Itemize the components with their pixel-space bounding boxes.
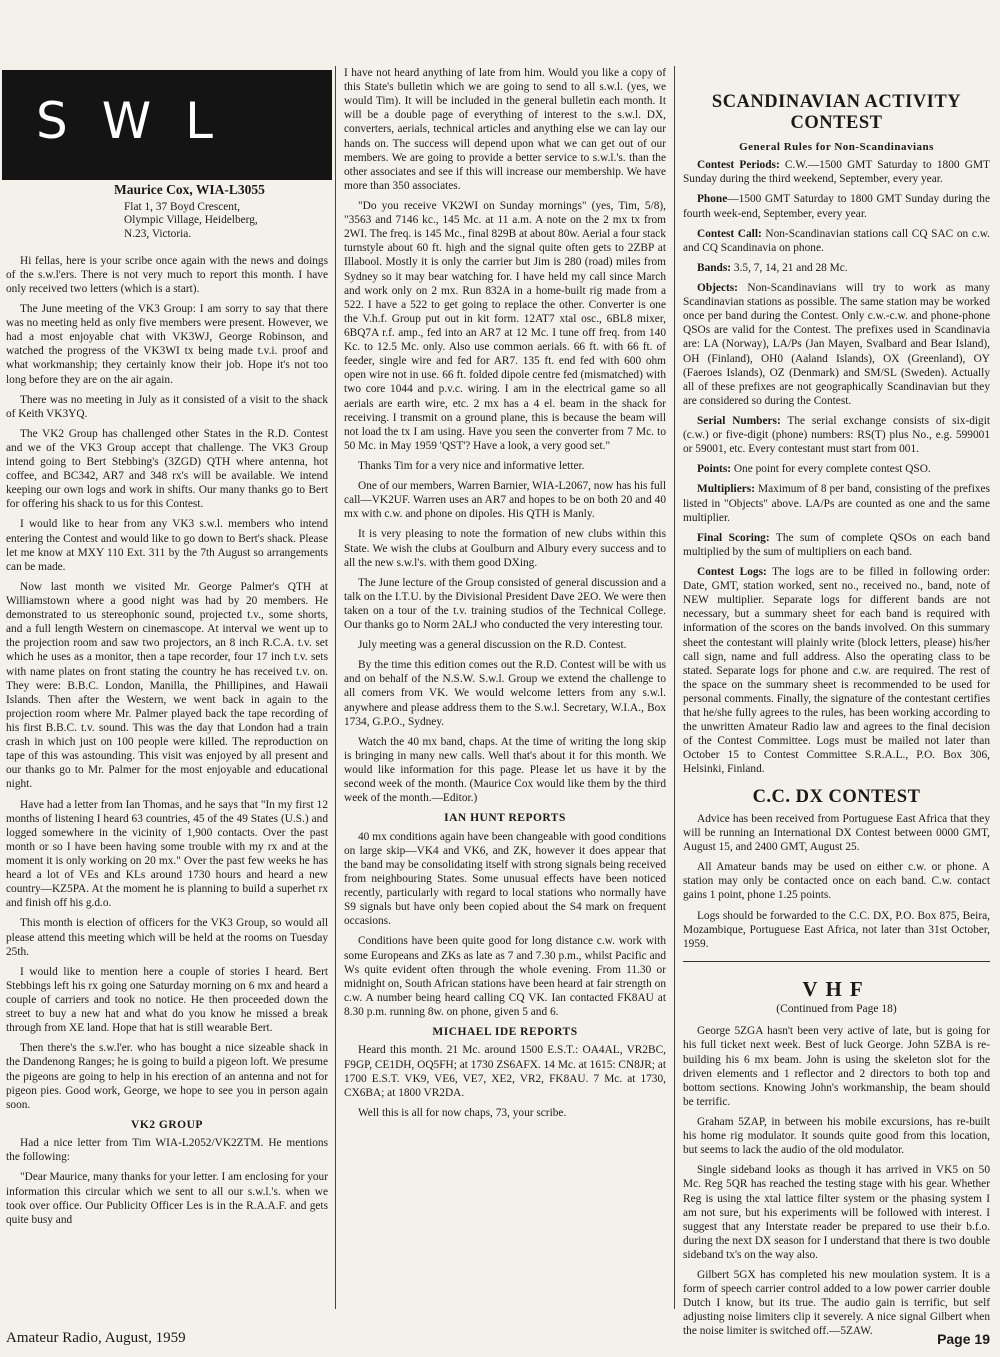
author-name: Maurice Cox, WIA-L3055	[114, 182, 265, 197]
address-line: Olympic Village, Heidelberg,	[124, 214, 258, 227]
paragraph: Hi fellas, here is your scribe once again with the news and doings of the s.w.l'ers. There is not very much to report this month. I have only received two letters (which is a start).	[6, 254, 328, 295]
author-address	[124, 201, 328, 242]
paragraph: There was no meeting in July as it consisted of a visit to the shack of Keith VK3YQ.	[6, 393, 328, 420]
rule-label: Contest Logs:	[697, 565, 767, 578]
paragraph: Conditions have been quite good for long distance c.w. work with some Europeans and ZKs as late as 7 and 7.30 p.m., whilst Pacific and Ws quite evident often through the whole evening. From 11.30 or midnight on, South African stations have been heard at fair strength on c.w. A number being heard calling CQ VK. Ian contacted FK8AU at 8.30 p.m. running 8w. on phone, given 5 and 6.	[344, 935, 666, 1018]
section-title: SWL	[36, 92, 248, 150]
paragraph: July meeting was a general discussion on the R.D. Contest.	[358, 639, 627, 652]
rule-text: One point for every complete contest QSO.	[731, 463, 931, 476]
rule-text: 3.5, 7, 14, 21 and 28 Mc.	[731, 261, 848, 274]
paragraph: The June meeting of the VK3 Group: I am sorry to say that there was no meeting held as only five members were present. However, we had a most enjoyable chat with VK3WJ, George Robinson, and watched the progress of the VK3WI tx being made t.v.i. proof and what workmanship; they certainly know their job. Hope it's not too long before they are on the air again.	[6, 302, 328, 386]
rule-item	[683, 531, 990, 559]
section-divider	[683, 961, 990, 962]
column-swl-continued	[344, 66, 666, 1317]
paragraph: "Dear Maurice, many thanks for your letter. I am enclosing for your information this circular which we sent to all our s.w.l.'s. when we took over office. Our Publicity Officer Les is in the R.A.A.F. and gets quite busy and	[6, 1171, 328, 1226]
paragraph: Have had a letter from Ian Thomas, and he says that "In my first 12 months of listening I heard 63 countries, 45 of the 49 States (U.S.) and logged somewhere in the vicinity of 1,900 contacts. Over the past month or so I have been having some trouble with my rx and at the moment it is only working on 20 mx." Over the past few weeks he has heard a lot of VEs and KLs around 1730 hours and heard a new country—KZ5PA. At the moment he is planning to build a superhet rx and finish off his g.d.o.	[6, 798, 328, 910]
paragraph: By the time this edition comes out the R.D. Contest will be with us and on behalf of the N.S.W. S.w.l. Group we extend the challenge to all comers from VK. We would welcome letters from any s.w.l. anywhere and please address them to the S.w.l. Secretary, W.I.A., Box 1734, G.P.O., Sydney.	[344, 659, 666, 728]
paragraph: All Amateur bands may be used on either c.w. or phone. A station may only be contacted once on each band. C.w. contact gains 1 point, phone 1.25 points.	[683, 861, 990, 902]
paragraph: Gilbert 5GX has completed his new moulation system. It is a form of speech carrier control added to a low power carrier double Dutch I know, but its true. The audio gain is terrific, but self adjusting noise limiters clip it severely. A nice signal Gilbert when the noise limiter is switched off.—5ZAW.	[683, 1269, 990, 1338]
paragraph: 40 mx conditions again have been changeable with good conditions on large skip—VK4 and VK6, and ZK, however it does appear that the band may be consolidating itself with strong signals being received from neighbouring States. Some unusual effects have been noticed recently, particularly with regard to local stations who normally have S9 signals but have only been copied about the S4 mark on frequent occasions.	[344, 830, 666, 928]
rule-text: The logs are to be filled in following order: Date, GMT, station worked, sent no., received no., band, note of NEW multiplier. Separate logs for different bands are not necessary, but a summary sheet for each band is required with information of the scores on the bands involved. On this summary sheet the contestant will plainly write (block letters, please) his/her call sign, name and full address. Also the operating class to be stated. Separate logs for phone and c.w. are required. The rest of the space on the summary sheet is recommended to be used for personal comments. Finally, the signature of the contestant certifies that he/she fully agrees to the rules, has been working according to the unwritten Amateur Radio law and agrees to the final decision of the Contest Committee. Logs must be mailed not later than October 15 to Contest Committee S.R.A.L., P.O. Box 306, Helsinki, Finland.	[683, 565, 991, 776]
paragraph: The June lecture of the Group consisted of general discussion and a talk on the I.T.U. by the Divisional President Dave 2EO. We were then taken on a tour of the t.v. training studios of the Technical College. Our thanks go to Norm 2ALJ who conducted the very interesting tour.	[344, 576, 666, 632]
rule-item	[683, 565, 990, 777]
section-banner	[2, 70, 332, 180]
paragraph: Logs should be forwarded to the C.C. DX, P.O. Box 875, Beira, Mozambique, Portuguese East Africa, not later than 31st October, 1959.	[683, 909, 990, 950]
rule-label: Serial Numbers:	[697, 414, 781, 427]
paragraph: Advice has been received from Portuguese East Africa that they will be running an International DX Contest between 0000 GMT, August 15, and 2400 GMT, August 25.	[683, 812, 990, 854]
paragraph: I would like to hear from any VK3 s.w.l. members who intend entering the Contest and would like to go down to Bert's shack. Please let me know at MXY 110 Ext. 311 by the 7th August so arrangements can be made.	[6, 518, 328, 573]
rule-item	[683, 192, 990, 220]
paragraph: Had a nice letter from Tim WIA-L2052/VK2ZTM. He mentions the following:	[6, 1137, 328, 1164]
rule-item	[683, 261, 990, 275]
rule-item	[683, 482, 990, 524]
column-swl	[6, 66, 328, 1317]
subheading-ian-hunt: IAN HUNT REPORTS	[444, 812, 566, 825]
vhf-continued-note: (Continued from Page 18)	[776, 1002, 897, 1015]
rule-item	[683, 158, 990, 186]
scandinavian-rules	[683, 158, 990, 776]
subheading-michael-ide: MICHAEL IDE REPORTS	[432, 1026, 578, 1039]
rule-item	[683, 462, 990, 476]
paragraph: Heard this month. 21 Mc. around 1500 E.S.T.: OA4AL, VR2BC, F9GP, CE1DH, OQ5FH; at 1730 ZS6AFX. 14 Mc. at 1615: CN8JR; at 1700 E.S.T. VK9, VE6, VE7, XE2, VR2, FK8AU. 7 Mc. at 1730, CX6BA; at 1800 VR2DA.	[344, 1044, 666, 1099]
rule-label: Points:	[697, 463, 732, 476]
cc-dx-contest-title: C.C. DX CONTEST	[752, 786, 921, 807]
rule-label: Final Scoring:	[697, 531, 770, 544]
footer-page-number: Page 19	[937, 1331, 990, 1347]
rule-text: The serial exchange consists of six-digit (c.w.) or five-digit (phone) numbers: RS(T) plus No., e.g. 599001 or 59001, etc. Every contestant must start from 001.	[683, 414, 990, 456]
rule-text: —1500 GMT Saturday to 1800 GMT Sunday during the fourth week-end, September, every year.	[683, 193, 990, 220]
paragraph: This month is election of officers for the VK3 Group, so would all please attend this meeting which will be held at the rooms on Tuesday 25th.	[6, 917, 328, 958]
paragraph: I have not heard anything of late from him. Would you like a copy of this State's bulletin which we are going to send to all s.w.l. (yes, we would Tim). It will be included in the general bulletin each month. It will be a double page of everything of interest to the s.w.l. DX, converters, aerials, technical articles and anything else we can lay our hands on. The success will depend upon what we can get out of our members. We are going to provide a better service to s.w.l.'s. than the other associates and see if this will increase our membership. We have more than 350 associates.	[344, 67, 666, 192]
paragraph: George 5ZGA hasn't been very active of late, but is going for his full ticket next week. Best of luck George. John 5ZBA is re-building his 6 mx beam. John is using the skeleton slot for the driven elements and 1 reflector and 2 directors to both top and bottom sections. Knowing John's workmanship, the beam should be terrific.	[683, 1025, 990, 1108]
paragraph: One of our members, Warren Barnier, WIA-L2067, now has his full call—VK2UF. Warren uses an AR7 and hopes to be on both 20 and 40 mx with c.w. and phone on dipoles. His QTH is Manly.	[344, 480, 666, 521]
address-line: N.23, Victoria.	[124, 228, 192, 241]
paragraph: "Do you receive VK2WI on Sunday mornings" (yes, Tim, 5/8), "3563 and 7146 kc., 145 Mc. at 11 a.m. A note on the 2 mx tx from 2WI. The freq. is 145 Mc., final 829B at about 80w. Aerial a four stack turnstyle about 60 ft. high and the signal quite often gets to 2ZBP at Illabool. Mostly it is only the carrier but Jim is 280 (road) miles from Sydney so it may bear watching for. I have held my call since March and work only on 2 mx. Run 832A in a home-built rig made from a 522. I have a 522 to get going to replace the other. Converter is one the V.h.f. Group put out in kit form. 12AT7 xtal osc., 6BL8 mixer, 6BQ7A r.f. amp., fed into an AR7 at 12 Mc. I tune off freq. from 140 Kc. to 12.5 Mc. only. Also use common aerials. 66 ft. with 66 ft. of feeder, single wire and fed for AR7. 135 ft. end fed with 600 ohm open wire not in use. 66 ft. folded dipole centre fed (mismatched) with two core 1044 and p.v.c. wiring. I am in the electrical game so all aerials are earth wire, etc. 2 mx has a 4 el. beam in the shack for receiving. I transmit on a ground plane, this is because the beam will not load the tx I am using. Have you seen the converter from 7 Mc. to 50 Mc. in May 1959 'QST'? Have a look, a very good set."	[344, 199, 666, 452]
paragraph: Graham 5ZAP, in between his mobile excursions, has re-built his home rig modulator. It sounds quite good from this location, but seems to lack the audio of the old modulator.	[683, 1115, 990, 1157]
rule-label: Contest Call:	[697, 227, 762, 240]
rule-label: Multipliers:	[697, 483, 755, 496]
rule-text: Maximum of 8 per band, consisting of the prefixes listed in "Objects" above. LA/Ps are counted as one and the same multiplier.	[683, 483, 990, 524]
column-contests	[683, 92, 991, 1338]
column-rule	[674, 66, 675, 1309]
paragraph: Well this is all for now chaps, 73, your scribe.	[358, 1106, 567, 1119]
paragraph: Then there's the s.w.l'er. who has bought a nice sizeable shack in the Dandenong Ranges; he is going to build a pigeon loft. We presume the pigeons are going to help in his erection of an antenna and not for pigeon pies. Good work, George, we hope to see you in person again soon.	[6, 1042, 328, 1111]
rule-item	[683, 227, 990, 255]
scandinavian-contest-subtitle: General Rules for Non-Scandinavians	[739, 140, 934, 153]
rule-text: The sum of complete QSOs on each band multiplied by the sum of multipliers on each band.	[683, 531, 990, 558]
footer-publication: Amateur Radio, August, 1959	[6, 1330, 186, 1346]
vhf-title: VHF	[802, 976, 871, 1001]
paragraph: Thanks Tim for a very nice and informative letter.	[358, 459, 585, 472]
paragraph: The VK2 Group has challenged other States in the R.D. Contest and we of the VK3 Group accept that challenge. The VK3 Group intend going to Bert Stebbing's (3ZGD) QTH where antenna, hot coffee, and BC342, AR7 and 348 rx's will be available. We intend keeping our own logs and work in shifts. Our many thanks go to Bert for offering his shack to us for this Contest.	[6, 427, 328, 511]
rule-text: Non-Scandinavian stations call CQ SAC on c.w. and CQ Scandinavia on phone.	[683, 227, 990, 254]
address-line: Flat 1, 37 Boyd Crescent,	[124, 200, 240, 213]
paragraph: Now last month we visited Mr. George Palmer's QTH at Williamstown where a good night was had by 20 members. He demonstrated to us stereophonic sound, projected t.v., some shorts, and a full length Western on cinemascope. At interval we went up to the projection room and saw two projectors, an 8 inch R.C.A. t.v. set which he uses as a monitor, then a tape recorder, four 17 inch t.v. sets with name plates on front stating the country he has received t.v. on. They were: B.B.C. London, Manilla, the Phillipines, and Hawaii Islands. Then after the Western, we went back in again to the projection room where Mr. Palmer played back the tape recording of his first B.B.C. t.v. sound. This was the day that London had a train crash in which just on 100 people were killed. The reproduction on tape of this was astounding. This visit was enjoyed by all present and our thanks go to Mr. Palmer for the most enjoyable and educational night.	[6, 580, 328, 791]
rule-label: Phone	[697, 193, 728, 206]
paragraph: It is very pleasing to note the formation of new clubs within this State. We wish the clubs at Goulburn and Albury every success and to all the new s.w.l's. with them good DXing.	[344, 528, 666, 569]
rule-label: Contest Periods:	[697, 159, 780, 172]
rule-text: Non-Scandinavians will try to work as many Scandinavian stations as possible. The same station may be worked once per band during the Contest. Only c.w.-c.w. and phone-phone QSOs are valid for the Contest. The prefixes used in Scandinavia are: LA (Norway), LA/Ps (Jan Mayen, Svalbard and Bear Island), OH (Finland), OH0 (Aaland Islands), OX (Greenland), OY (Faeroes Islands), OZ (Denmark) and SM/SL (Sweden). Actually all of these prefixes are not geographically Scandinavian but they are considered so during the Contest.	[683, 281, 990, 407]
paragraph: Watch the 40 mx band, chaps. At the time of writing the long skip is bringing in many new calls. Well that's about it for this month. We would like information for this page. Please let us have it by the second week of the month. (Maurice Cox would like them by the third week of the month.—Editor.)	[344, 735, 666, 805]
rule-item	[683, 281, 990, 408]
rule-label: Bands:	[697, 261, 732, 274]
paragraph: Single sideband looks as though it has arrived in VK5 on 50 Mc. Reg 5QR has reached the testing stage with his gear. Whether Reg is using the xtal lattice filter system or the phasing system I am not sure, but his experiments will be followed with interest. I suggest that any Interstate reader be prepared to use their b.f.o. during the next DX season for I understand that there is two double sideband tx's on the way also.	[683, 1164, 990, 1261]
subheading-vk2-group: VK2 GROUP	[131, 1118, 203, 1131]
column-rule	[335, 66, 336, 1309]
rule-text: C.W.—1500 GMT Saturday to 1800 GMT Sunday during the third weekend, September, every year.	[683, 159, 990, 186]
scandinavian-contest-title: SCANDINAVIAN ACTIVITY CONTEST	[711, 92, 962, 134]
rule-item	[683, 414, 990, 456]
rule-label: Objects:	[697, 281, 738, 294]
paragraph: I would like to mention here a couple of stories I heard. Bert Stebbings left his rx going one Saturday morning on 6 mx and heard a couple of carriers and took no notice. He then proceeded down the street to buy a new hat and what do you know he missed a break through from XE land. Hope that hat is still wearable Bert.	[6, 965, 328, 1035]
